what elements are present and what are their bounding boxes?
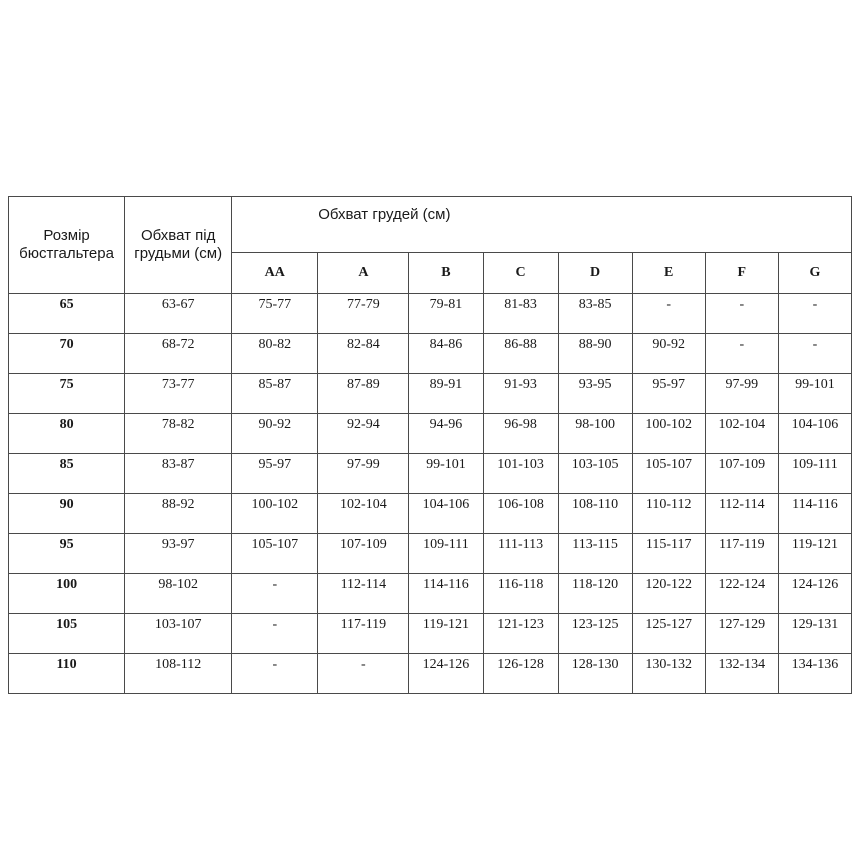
bust-cell: 122-124 [705,574,778,614]
bust-cell: 129-131 [778,614,851,654]
bust-cell: 86-88 [483,334,558,374]
bust-cell: 132-134 [705,654,778,694]
bust-cell: 89-91 [409,374,483,414]
bust-cell: 91-93 [483,374,558,414]
bra-size-table [8,196,852,694]
bust-cell: 123-125 [558,614,632,654]
bust-cell: 107-109 [318,534,409,574]
underbust-cell: 78-82 [125,414,232,454]
bust-cell: - [705,334,778,374]
bust-cell: 80-82 [232,334,318,374]
bust-cell: 104-106 [409,494,483,534]
bust-cell: 110-112 [632,494,705,534]
table-body [9,294,852,694]
bust-cell: 94-96 [409,414,483,454]
bust-cell: 102-104 [318,494,409,534]
table-row [9,574,852,614]
bust-cell: 98-100 [558,414,632,454]
bust-cell: 116-118 [483,574,558,614]
cup-header: C [483,253,558,294]
bust-cell: 102-104 [705,414,778,454]
bust-cell: 109-111 [409,534,483,574]
bust-cell: 106-108 [483,494,558,534]
bust-cell: 81-83 [483,294,558,334]
table-row [9,374,852,414]
bust-cell: 97-99 [705,374,778,414]
cup-header: B [409,253,483,294]
bust-cell: 127-129 [705,614,778,654]
bust-cell: 114-116 [778,494,851,534]
bust-cell: 104-106 [778,414,851,454]
bust-cell: 103-105 [558,454,632,494]
table-row [9,414,852,454]
cup-header: E [632,253,705,294]
bust-cell: 100-102 [632,414,705,454]
bust-cell: - [632,294,705,334]
bust-cell: 108-110 [558,494,632,534]
cup-header: D [558,253,632,294]
bust-cell: 75-77 [232,294,318,334]
table-row [9,654,852,694]
bust-cell: 77-79 [318,294,409,334]
underbust-cell: 93-97 [125,534,232,574]
bust-cell: 113-115 [558,534,632,574]
underbust-cell: 88-92 [125,494,232,534]
bust-cell: - [232,574,318,614]
bust-cell: 134-136 [778,654,851,694]
bust-cell: 112-114 [318,574,409,614]
bust-cell: 111-113 [483,534,558,574]
bust-cell: - [232,654,318,694]
table-row [9,334,852,374]
bust-cell: - [778,334,851,374]
bust-cell: 79-81 [409,294,483,334]
cup-header: G [778,253,851,294]
bust-cell: 118-120 [558,574,632,614]
bust-cell: 100-102 [232,494,318,534]
bust-cell: 120-122 [632,574,705,614]
bust-cell: 85-87 [232,374,318,414]
bust-cell: 99-101 [409,454,483,494]
bust-cell: 87-89 [318,374,409,414]
table-row [9,294,852,334]
band-size-cell: 95 [9,534,125,574]
band-size-cell: 75 [9,374,125,414]
bust-cell: 117-119 [318,614,409,654]
underbust-cell: 98-102 [125,574,232,614]
bust-cell: 114-116 [409,574,483,614]
cup-header: F [705,253,778,294]
bust-cell: 124-126 [778,574,851,614]
underbust-cell: 68-72 [125,334,232,374]
bust-cell: 101-103 [483,454,558,494]
bust-cell: 124-126 [409,654,483,694]
bust-cell: 93-95 [558,374,632,414]
table-row [9,614,852,654]
bust-cell: 83-85 [558,294,632,334]
bust-cell: 115-117 [632,534,705,574]
band-size-header: Розмір бюстгальтера [9,197,125,294]
band-size-cell: 105 [9,614,125,654]
bust-cell: 130-132 [632,654,705,694]
band-size-cell: 70 [9,334,125,374]
bust-cell: 105-107 [632,454,705,494]
band-size-cell: 80 [9,414,125,454]
underbust-header: Обхват під грудьми (см) [125,197,232,294]
underbust-cell: 83-87 [125,454,232,494]
band-size-cell: 110 [9,654,125,694]
underbust-cell: 103-107 [125,614,232,654]
band-size-cell: 65 [9,294,125,334]
underbust-cell: 108-112 [125,654,232,694]
bust-cell: - [778,294,851,334]
cup-header: A [318,253,409,294]
bust-cell: 107-109 [705,454,778,494]
band-size-cell: 90 [9,494,125,534]
bust-cell: - [232,614,318,654]
bust-cell: 82-84 [318,334,409,374]
bust-cell: - [318,654,409,694]
table-row [9,454,852,494]
bust-cell: 95-97 [232,454,318,494]
bust-cell: 105-107 [232,534,318,574]
bust-cell: 112-114 [705,494,778,534]
bust-cell: 97-99 [318,454,409,494]
band-size-cell: 85 [9,454,125,494]
bust-cell: 119-121 [409,614,483,654]
bust-cell: - [705,294,778,334]
bust-cell: 126-128 [483,654,558,694]
bust-cell: 117-119 [705,534,778,574]
bust-cell: 121-123 [483,614,558,654]
table-row [9,494,852,534]
bust-cell: 109-111 [778,454,851,494]
underbust-cell: 63-67 [125,294,232,334]
bust-cell: 92-94 [318,414,409,454]
bust-cell: 128-130 [558,654,632,694]
bust-cell: 90-92 [232,414,318,454]
bust-cell: 96-98 [483,414,558,454]
cup-header: AA [232,253,318,294]
bust-cell: 125-127 [632,614,705,654]
bust-cell: 90-92 [632,334,705,374]
band-size-cell: 100 [9,574,125,614]
header-row [9,197,852,253]
table-row [9,534,852,574]
bust-cell: 99-101 [778,374,851,414]
bust-header: Обхват грудей (см) [232,197,852,253]
underbust-cell: 73-77 [125,374,232,414]
bust-cell: 119-121 [778,534,851,574]
bust-cell: 84-86 [409,334,483,374]
bust-cell: 88-90 [558,334,632,374]
bust-cell: 95-97 [632,374,705,414]
